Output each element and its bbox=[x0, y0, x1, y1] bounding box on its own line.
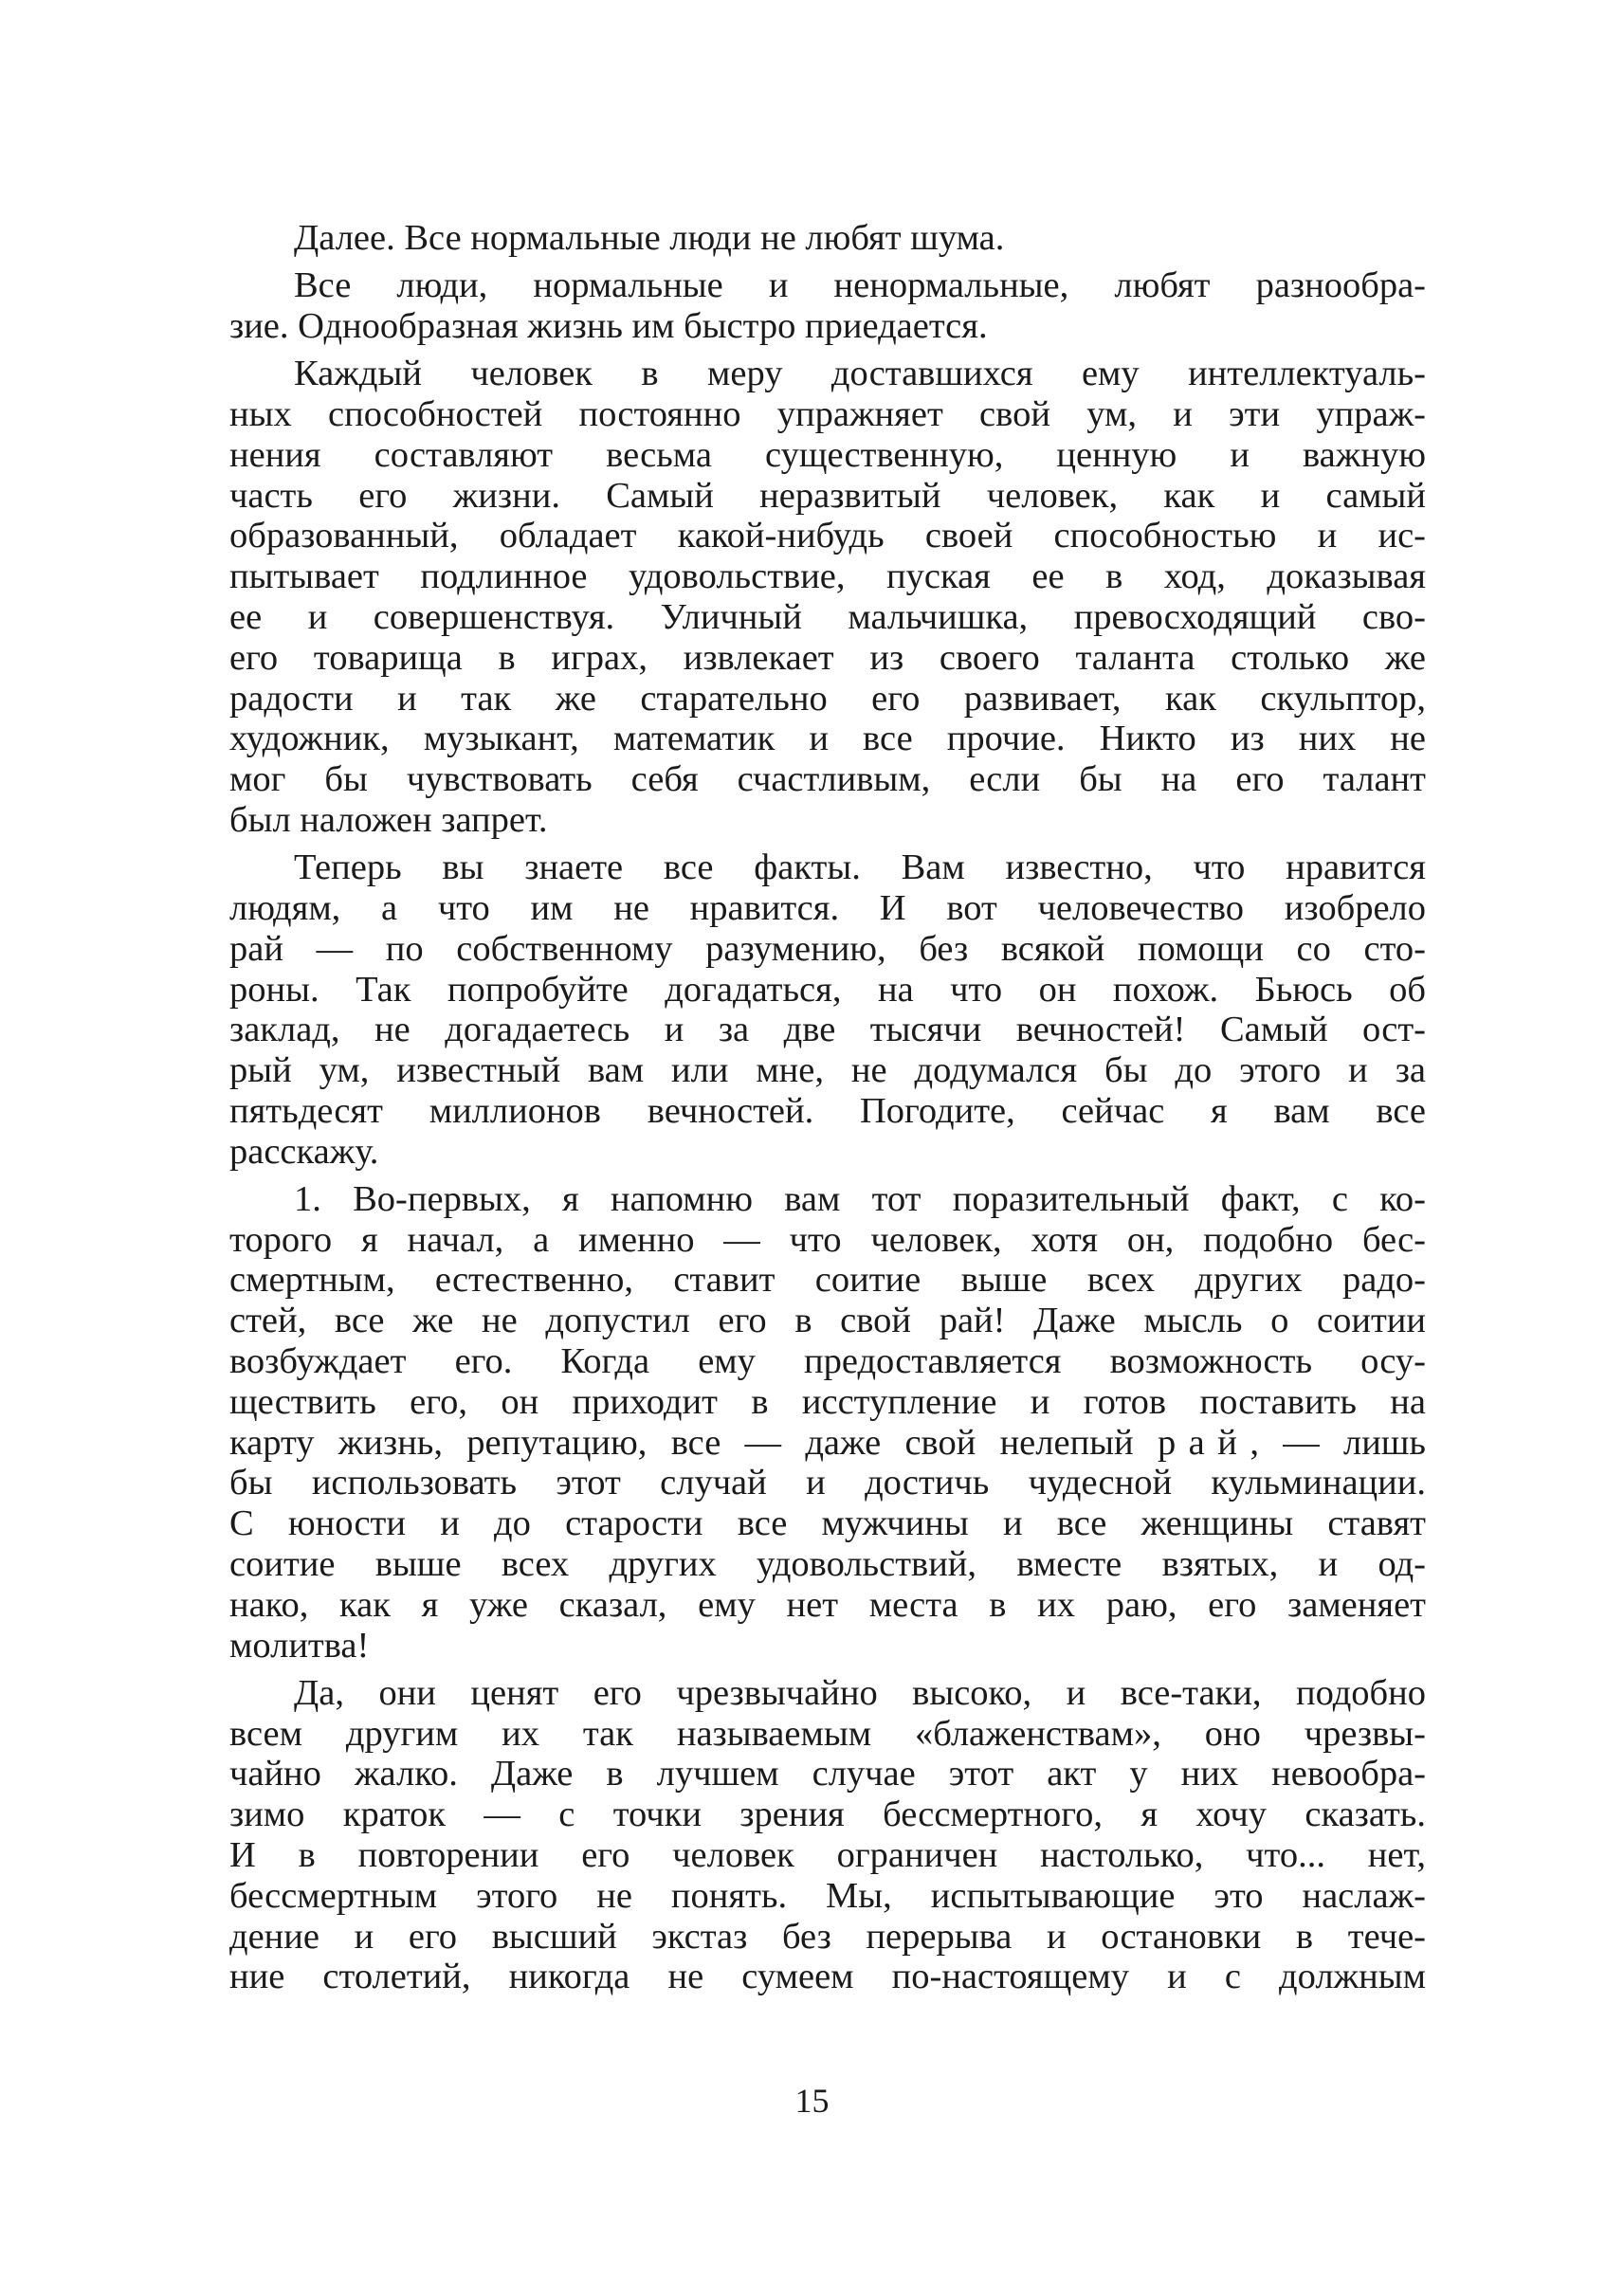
text-line: людям, а что им не нравится. И вот человечество изобрело bbox=[229, 887, 1426, 928]
body-text bbox=[229, 218, 1426, 1997]
text-line: смертным, естественно, ставит соитие выше всех других радо- bbox=[229, 1260, 1426, 1301]
text-line: дение и его высший экстаз без перерыва и остановки в тече- bbox=[229, 1916, 1426, 1957]
spaced-word: рай bbox=[1157, 1422, 1250, 1463]
text-line: рай — по собственному разумению, без всякой помощи со сто- bbox=[229, 928, 1426, 969]
text-line: 1. Во-первых, я напомню вам тот поразительный факт, с ко- bbox=[294, 1178, 1426, 1219]
paragraph bbox=[229, 354, 1426, 841]
text-line: был наложен запрет. bbox=[229, 799, 548, 840]
text-line: соитие выше всех других удовольствий, вместе взятых, и од- bbox=[229, 1544, 1426, 1585]
text-line: его товарища в играх, извлекает из своего таланта столько же bbox=[229, 637, 1426, 678]
text-line: Все люди, нормальные и ненормальные, любят разнообра- bbox=[294, 265, 1426, 306]
text-line: пытывает подлинное удовольствие, пуская ее в ход, доказывая bbox=[229, 556, 1426, 597]
text-line: ществить его, он приходит в исступление и готов поставить на bbox=[229, 1381, 1426, 1422]
text-line: ние столетий, никогда не сумеем по-настоящему и с должным bbox=[229, 1957, 1426, 1997]
text-line: мог бы чувствовать себя счастливым, если бы на его талант bbox=[229, 759, 1426, 800]
text-line: всем другим их так называемым «блаженствам», оно чрезвы- bbox=[229, 1713, 1426, 1754]
page-number: 15 bbox=[794, 2082, 830, 2120]
text-line: зие. Однообразная жизнь им быстро приедается. bbox=[229, 305, 988, 346]
text-line: стей, все же не допустил его в свой рай! Даже мысль о соитии bbox=[229, 1301, 1426, 1341]
text-line: Каждый человек в меру доставшихся ему интеллектуаль- bbox=[294, 354, 1426, 394]
text-line: часть его жизни. Самый неразвитый человек, как и самый bbox=[229, 475, 1426, 516]
text-line: молитва! bbox=[229, 1625, 370, 1666]
text-line: ее и совершенствуя. Уличный мальчишка, превосходящий сво- bbox=[229, 596, 1426, 637]
text-line bbox=[229, 1423, 1426, 1464]
text-line: Да, они ценят его чрезвычайно высоко, и все-таки, подобно bbox=[294, 1672, 1426, 1713]
text-line: И в повторении его человек ограничен настолько, что... нет, bbox=[229, 1835, 1426, 1876]
text-line: пятьдесят миллионов вечностей. Погодите, сейчас я вам все bbox=[229, 1090, 1426, 1131]
text-line: нако, как я уже сказал, ему нет места в их раю, его заменяет bbox=[229, 1584, 1426, 1625]
text-line: рый ум, известный вам или мне, не додумался бы до этого и за bbox=[229, 1050, 1426, 1091]
text-line: нения составляют весьма существенную, ценную и важную bbox=[229, 434, 1426, 475]
text-line: торого я начал, а именно — что человек, хотя он, подобно бес- bbox=[229, 1219, 1426, 1260]
text-line: С юности и до старости все мужчины и все женщины ставят bbox=[229, 1503, 1426, 1544]
text-line: художник, музыкант, математик и все прочие. Никто из них не bbox=[229, 719, 1426, 759]
paragraph bbox=[229, 1179, 1426, 1667]
text-line: заклад, не догадаетесь и за две тысячи вечностей! Самый ост- bbox=[229, 1010, 1426, 1050]
text-line: образованный, обладает какой-нибудь своей способностью и ис- bbox=[229, 516, 1426, 556]
text-fragment: карту жизнь, репутацию, все — даже свой нелепый bbox=[229, 1422, 1134, 1463]
text-line: Теперь вы знаете все факты. Вам известно, что нравится bbox=[294, 847, 1426, 888]
text-fragment: , — лишь bbox=[1250, 1422, 1426, 1463]
text-line: ных способностей постоянно упражняет свой ум, и эти упраж- bbox=[229, 393, 1426, 434]
text-line: роны. Так попробуйте догадаться, на что он похож. Бьюсь об bbox=[229, 969, 1426, 1010]
paragraph bbox=[229, 1673, 1426, 1997]
paragraph bbox=[229, 847, 1426, 1172]
text-line: бы использовать этот случай и достичь чудесной кульминации. bbox=[229, 1463, 1426, 1503]
paragraph bbox=[229, 218, 1426, 259]
text-line: Далее. Все нормальные люди не любят шума. bbox=[294, 218, 1005, 258]
text-line: зимо краток — с точки зрения бессмертного, я хочу сказать. bbox=[229, 1794, 1426, 1835]
paragraph bbox=[229, 265, 1426, 347]
text-line: возбуждает его. Когда ему предоставляется возможность осу- bbox=[229, 1341, 1426, 1382]
text-line: бессмертным этого не понять. Мы, испытывающие это наслаж- bbox=[229, 1875, 1426, 1916]
text-line: чайно жалко. Даже в лучшем случае этот акт у них невообра- bbox=[229, 1754, 1426, 1794]
text-line: расскажу. bbox=[229, 1131, 379, 1172]
text-line: радости и так же старательно его развивает, как скульптор, bbox=[229, 678, 1426, 719]
